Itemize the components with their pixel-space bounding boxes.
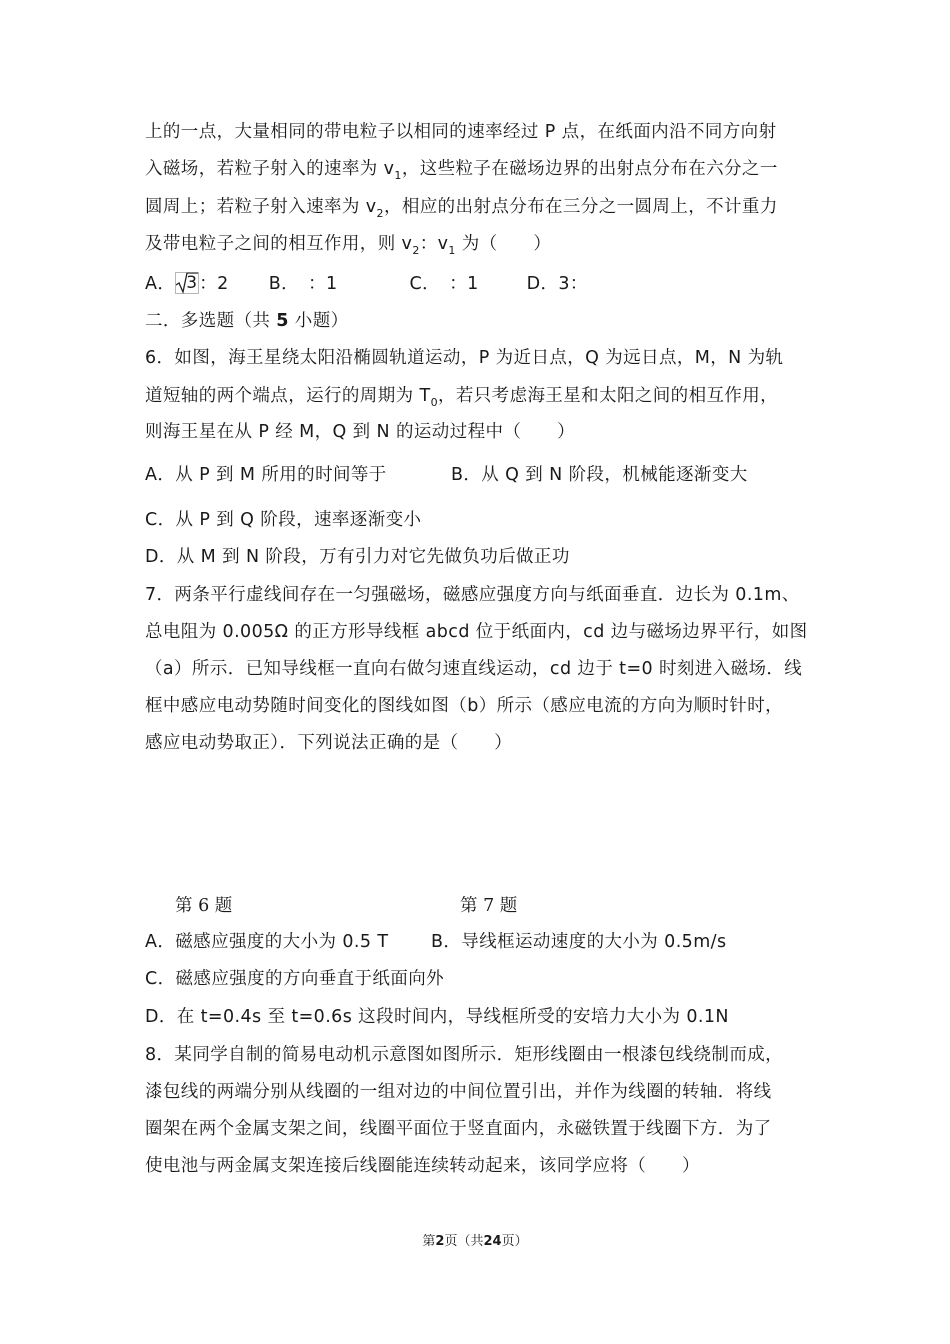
subscript-t0: 0 [430, 396, 438, 409]
q7-text-1: 7．两条平行虚线间存在一匀强磁场，磁感应强度方向与纸面垂直．边长为 0.1m、 [145, 585, 800, 605]
q5-text-4c: 为（ ） [455, 234, 552, 254]
q7-line-2 [145, 620, 808, 644]
q5-option-b[interactable]: B． ：1 [268, 274, 338, 294]
footer-suffix: 页） [501, 1234, 528, 1249]
q6-text-2a: 道短轴的两个端点，运行的周期为 T [145, 386, 431, 406]
q5-option-d[interactable]: D．3： [526, 274, 588, 294]
subscript-v1-ratio: 1 [448, 244, 456, 257]
q8-text-1: 8．某同学自制的简易电动机示意图如图所示．矩形线圈由一根漆包线绕制而成， [145, 1045, 784, 1065]
section-count: 5 [276, 311, 289, 331]
q5-text-4a: 及带电粒子之间的相互作用，则 v [145, 234, 413, 254]
q6-option-c[interactable]: C．从 P 到 Q 阶段，速率逐渐变小 [145, 510, 422, 530]
q6-text-2b: ，若只考虑海王星和太阳之间的相互作用， [437, 386, 779, 406]
q8-line-2 [145, 1080, 772, 1104]
q7-line-3 [145, 657, 802, 681]
q6-line-2 [145, 384, 778, 408]
sqrt-radicand: 3 [186, 273, 198, 293]
option-a-label: A． [145, 274, 176, 294]
q6-text-1: 6．如图，海王星绕太阳沿椭圆轨道运动，P 为近日点，Q 为远日点，M，N 为轨 [145, 348, 784, 368]
q7-text-4: 框中感应电动势随时间变化的图线如图（b）所示（感应电流的方向为顺时针时， [145, 696, 784, 716]
subscript-v1: 1 [394, 169, 402, 182]
q5-option-a[interactable] [145, 272, 229, 296]
section-suffix: 小题） [288, 311, 349, 331]
q6-option-a[interactable]: A．从 P 到 M 所用的时间等于 [145, 465, 387, 485]
q6-text-3: 则海王星在从 P 经 M，Q 到 N 的运动过程中（ ） [145, 422, 575, 442]
q5-line-2 [145, 157, 778, 181]
q5-text-2b: ，这些粒子在磁场边界的出射点分布在六分之一 [401, 159, 778, 179]
q5-line-3 [145, 195, 778, 219]
footer-middle: 页（共 [444, 1234, 484, 1249]
q6-option-d[interactable]: D．从 M 到 N 阶段，万有引力对它先做负功后做正功 [145, 547, 570, 567]
q7-options-ab [145, 930, 727, 954]
q6-line-1 [145, 346, 783, 370]
q8-text-2: 漆包线的两端分别从线圈的一组对边的中间位置引出，并作为线圈的转轴．将线 [145, 1082, 772, 1102]
q7-option-a[interactable]: A．磁感应强度的大小为 0.5 T [145, 932, 389, 952]
q5-text-1: 上的一点，大量相同的带电粒子以相同的速率经过 P 点，在纸面内沿不同方向射 [145, 122, 777, 142]
q7-option-d[interactable]: D．在 t=0.4s 至 t=0.6s 这段时间内，导线框所受的安培力大小为 0.1N [145, 1007, 729, 1027]
subscript-v2: 2 [376, 207, 384, 220]
q7-line-5 [145, 731, 512, 755]
q7-text-5: 感应电动势取正）．下列说法正确的是（ ） [145, 733, 513, 753]
footer-page-number: 2 [435, 1234, 445, 1249]
q5-text-3a: 圆周上；若粒子射入速率为 v [145, 197, 377, 217]
q5-text-3b: ，相应的出射点分布在三分之一圆周上，不计重力 [383, 197, 778, 217]
footer-total-pages: 24 [483, 1234, 502, 1249]
q6-line-3 [145, 420, 575, 444]
q8-line-4 [145, 1154, 700, 1178]
q6-option-b[interactable]: B．从 Q 到 N 阶段，机械能逐渐变大 [451, 465, 748, 485]
q7-line-4 [145, 694, 783, 718]
q7-option-c[interactable]: C．磁感应强度的方向垂直于纸面向外 [145, 969, 445, 989]
figure-caption-q6: 第 6 题 [175, 896, 233, 916]
q7-option-b[interactable]: B．导线框运动速度的大小为 0.5m/s [431, 932, 727, 952]
q5-options [145, 272, 588, 296]
sqrt-symbol [175, 272, 199, 294]
subscript-v2-ratio: 2 [412, 244, 420, 257]
q5-text-2a: 入磁场，若粒子射入的速率为 v [145, 159, 395, 179]
q8-line-3 [145, 1117, 772, 1141]
option-a-rest: ：2 [199, 274, 229, 294]
q7-text-2: 总电阻为 0.005Ω 的正方形导线框 abcd 位于纸面内，cd 边与磁场边界平行，如图 [145, 622, 808, 642]
q7-line-1 [145, 583, 800, 607]
page-footer [0, 1230, 950, 1249]
footer-prefix: 第 [422, 1234, 436, 1249]
q5-option-c[interactable]: C． ：1 [409, 274, 479, 294]
q5-line-4 [145, 232, 551, 256]
q5-text-4b: ：v [419, 234, 449, 254]
section-heading-multiple-choice [145, 309, 349, 333]
q5-line-1 [145, 120, 776, 144]
q8-text-4: 使电池与两金属支架连接后线圈能连续转动起来，该同学应将（ ） [145, 1156, 700, 1176]
figure-caption-q7: 第 7 题 [460, 896, 518, 916]
q8-line-1 [145, 1043, 783, 1067]
q6-options-ab [145, 463, 748, 487]
section-prefix: 二．多选题（共 [145, 311, 277, 331]
q7-text-3: （a）所示．已知导线框一直向右做匀速直线运动，cd 边于 t=0 时刻进入磁场．线 [145, 659, 803, 679]
q8-text-3: 圈架在两个金属支架之间，线圈平面位于竖直面内，永磁铁置于线圈下方．为了 [145, 1119, 772, 1139]
